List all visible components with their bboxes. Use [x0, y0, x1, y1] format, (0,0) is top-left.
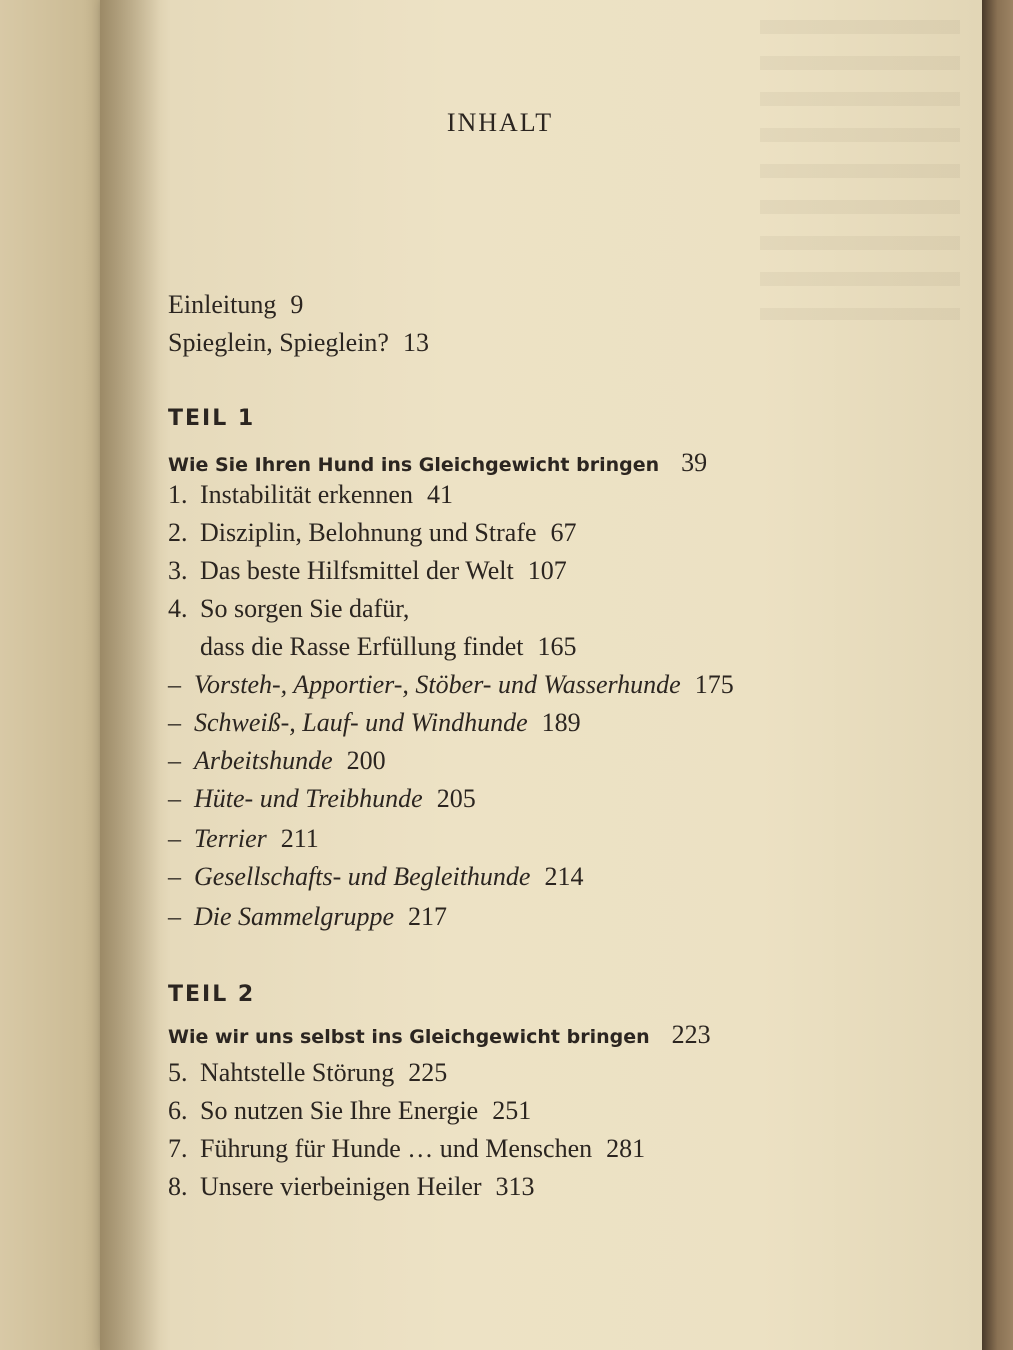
- group-page: 217: [408, 902, 448, 931]
- chapter-text: Instabilität erkennen: [200, 480, 413, 509]
- chapter-page: 107: [527, 556, 567, 585]
- toc-chapter-4-continued: [168, 632, 577, 662]
- chapter-number: 4.: [168, 594, 188, 623]
- group-page: 200: [346, 746, 386, 775]
- toc-title: INHALT: [446, 108, 554, 137]
- chapter-text: Unsere vierbeinigen Heiler: [200, 1172, 482, 1201]
- chapter-text: dass die Rasse Erfüllung findet: [200, 632, 524, 661]
- teil-2-heading: TEIL 2: [168, 982, 256, 1007]
- group-text: Arbeitshunde: [194, 746, 333, 775]
- toc-chapter-6: [168, 1096, 531, 1126]
- chapter-page: 313: [495, 1172, 535, 1201]
- chapter-text: So nutzen Sie Ihre Energie: [200, 1096, 479, 1125]
- toc-group-vorsteh: [168, 670, 734, 700]
- chapter-page: 281: [606, 1134, 646, 1163]
- chapter-number: 8.: [168, 1172, 188, 1201]
- group-page: 189: [541, 708, 581, 737]
- teil-1-heading: TEIL 1: [168, 406, 256, 431]
- toc-entry-spieglein: [168, 328, 429, 358]
- dash: –: [168, 862, 181, 891]
- group-text: Gesellschafts- und Begleithunde: [194, 862, 531, 891]
- toc-group-arbeitshunde: [168, 746, 386, 776]
- chapter-text: Das beste Hilfsmittel der Welt: [200, 556, 514, 585]
- group-page: 205: [436, 784, 476, 813]
- dash: –: [168, 824, 181, 853]
- chapter-page: 41: [426, 480, 453, 509]
- toc-group-terrier: [168, 824, 319, 854]
- subtitle-page: 39: [681, 448, 708, 477]
- group-page: 214: [544, 862, 584, 891]
- dash: –: [168, 784, 181, 813]
- chapter-text: So sorgen Sie dafür,: [200, 594, 410, 623]
- group-text: Hüte- und Treibhunde: [194, 784, 423, 813]
- chapter-number: 1.: [168, 480, 188, 509]
- chapter-page: 67: [550, 518, 577, 547]
- group-text: Die Sammelgruppe: [194, 902, 395, 931]
- entry-page: 9: [290, 290, 304, 319]
- chapter-number: 5.: [168, 1058, 188, 1087]
- subtitle-text: Wie wir uns selbst ins Gleichgewicht bringen: [168, 1026, 650, 1048]
- subtitle-page: 223: [671, 1020, 711, 1049]
- chapter-number: 2.: [168, 518, 188, 547]
- chapter-page: 165: [537, 632, 577, 661]
- group-page: 175: [694, 670, 734, 699]
- toc-chapter-1: [168, 480, 453, 510]
- dash: –: [168, 902, 181, 931]
- toc-group-gesellschafts: [168, 862, 583, 892]
- dash: –: [168, 746, 181, 775]
- dash: –: [168, 708, 181, 737]
- chapter-page: 251: [492, 1096, 532, 1125]
- teil-1-subtitle: [168, 448, 707, 478]
- toc-chapter-4: [168, 594, 409, 624]
- chapter-number: 7.: [168, 1134, 188, 1163]
- group-text: Schweiß-, Lauf- und Windhunde: [194, 708, 528, 737]
- dash: –: [168, 670, 181, 699]
- entry-text: Einleitung: [168, 290, 277, 319]
- entry-text: Spieglein, Spieglein?: [168, 328, 389, 357]
- chapter-text: Disziplin, Belohnung und Strafe: [200, 518, 537, 547]
- toc-chapter-8: [168, 1172, 535, 1202]
- toc-chapter-2: [168, 518, 577, 548]
- chapter-text: Führung für Hunde … und Menschen: [200, 1134, 593, 1163]
- chapter-number: 3.: [168, 556, 188, 585]
- toc-chapter-7: [168, 1134, 645, 1164]
- chapter-page: 225: [408, 1058, 448, 1087]
- group-text: Vorsteh-, Apportier-, Stöber- und Wasserhunde: [194, 670, 681, 699]
- group-page: 211: [280, 824, 319, 853]
- teil-2-subtitle: [168, 1020, 711, 1050]
- chapter-number: 6.: [168, 1096, 188, 1125]
- group-text: Terrier: [194, 824, 267, 853]
- toc-chapter-5: [168, 1058, 447, 1088]
- toc-group-sammelgruppe: [168, 902, 447, 932]
- toc-group-schweiss: [168, 708, 581, 738]
- entry-page: 13: [402, 328, 429, 357]
- toc-group-huete: [168, 784, 476, 814]
- toc-chapter-3: [168, 556, 567, 586]
- chapter-text: Nahtstelle Störung: [200, 1058, 395, 1087]
- subtitle-text: Wie Sie Ihren Hund ins Gleichgewicht bringen: [168, 454, 660, 476]
- toc-entry-einleitung: [168, 290, 303, 320]
